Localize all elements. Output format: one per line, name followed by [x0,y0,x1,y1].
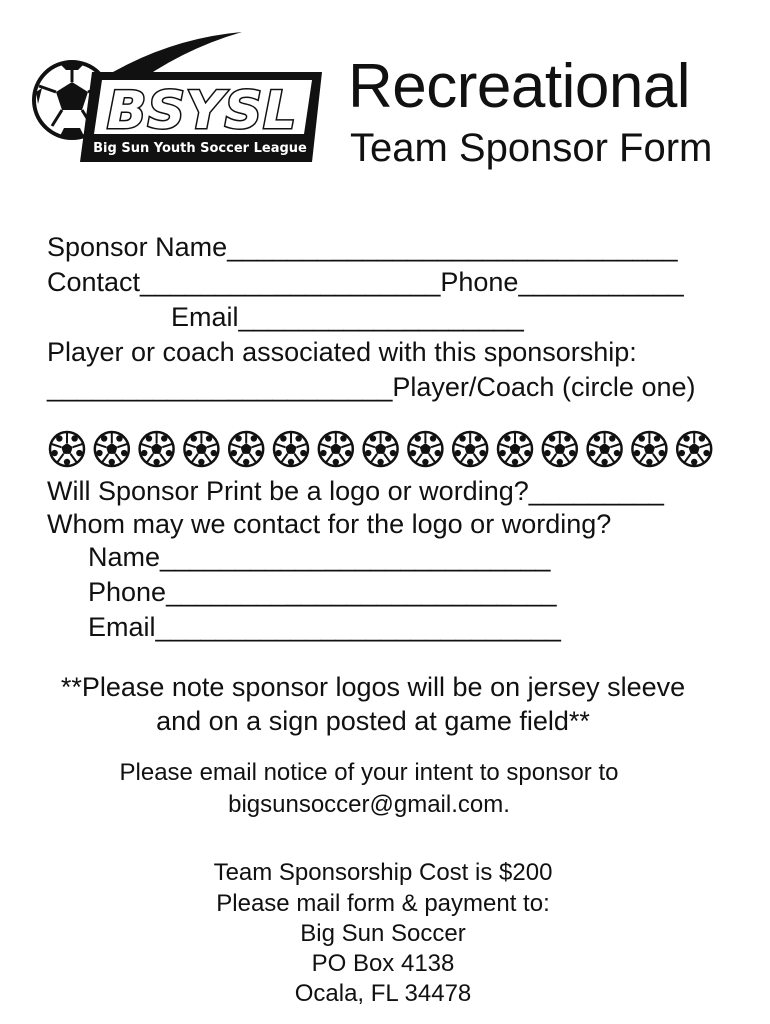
bsysl-logo [30,30,330,165]
note-line-1: **Please note sponsor logos will be on jersey sleeve [60,672,686,702]
soccer-ball-icon [632,432,666,466]
page-subtitle: Team Sponsor Form [350,126,713,170]
email-field[interactable]: Email___________________ [171,302,524,332]
contact-question: Whom may we contact for the logo or wording? [47,509,612,539]
email-notice-line-1: Please email notice of your intent to sponsor to [119,759,619,786]
soccer-ball-icon [229,432,263,466]
sponsor-name-field[interactable]: Sponsor Name______________________________ [47,232,678,262]
logo-acronym: BSYSL [106,81,298,141]
soccer-ball-icon [50,432,84,466]
city-state-zip: Ocala, FL 34478 [294,980,472,1007]
contact-name-field[interactable]: Name__________________________ [88,542,551,572]
player-question: Player or coach associated with this sponsorship: [47,337,637,367]
soccer-ball-icon [677,432,711,466]
soccer-ball-icon [319,432,353,466]
contact-email-field[interactable]: Email___________________________ [88,612,561,642]
player-coach-field[interactable]: _______________________Player/Coach (circle one) [47,372,696,402]
soccer-ball-icon [95,432,129,466]
logo-league-name: Big Sun Youth Soccer League [93,141,307,156]
soccer-ball-icon [140,432,174,466]
soccer-ball-icon [408,432,442,466]
soccer-ball-divider [48,425,718,473]
soccer-ball-icon [274,432,308,466]
soccer-ball-icon [588,432,622,466]
soccer-ball-icon [364,432,398,466]
logo-question-field[interactable]: Will Sponsor Print be a logo or wording?_________ [47,476,664,506]
page-title: Recreational [348,52,691,121]
org-name: Big Sun Soccer [300,920,466,947]
soccer-ball-icon [543,432,577,466]
note-line-2: and on a sign posted at game field** [156,706,590,736]
soccer-ball-icon [453,432,487,466]
contact-phone-field[interactable]: Contact____________________Phone___________ [47,267,684,297]
email-notice-address: bigsunsoccer@gmail.com. [228,791,510,818]
soccer-ball-icon [184,432,218,466]
mail-instructions: Please mail form & payment to: [216,890,550,917]
soccer-ball-icon [498,432,532,466]
sponsorship-cost: Team Sponsorship Cost is $200 [213,859,553,886]
po-box: PO Box 4138 [311,950,455,977]
contact-phone-field-2[interactable]: Phone__________________________ [88,577,557,607]
